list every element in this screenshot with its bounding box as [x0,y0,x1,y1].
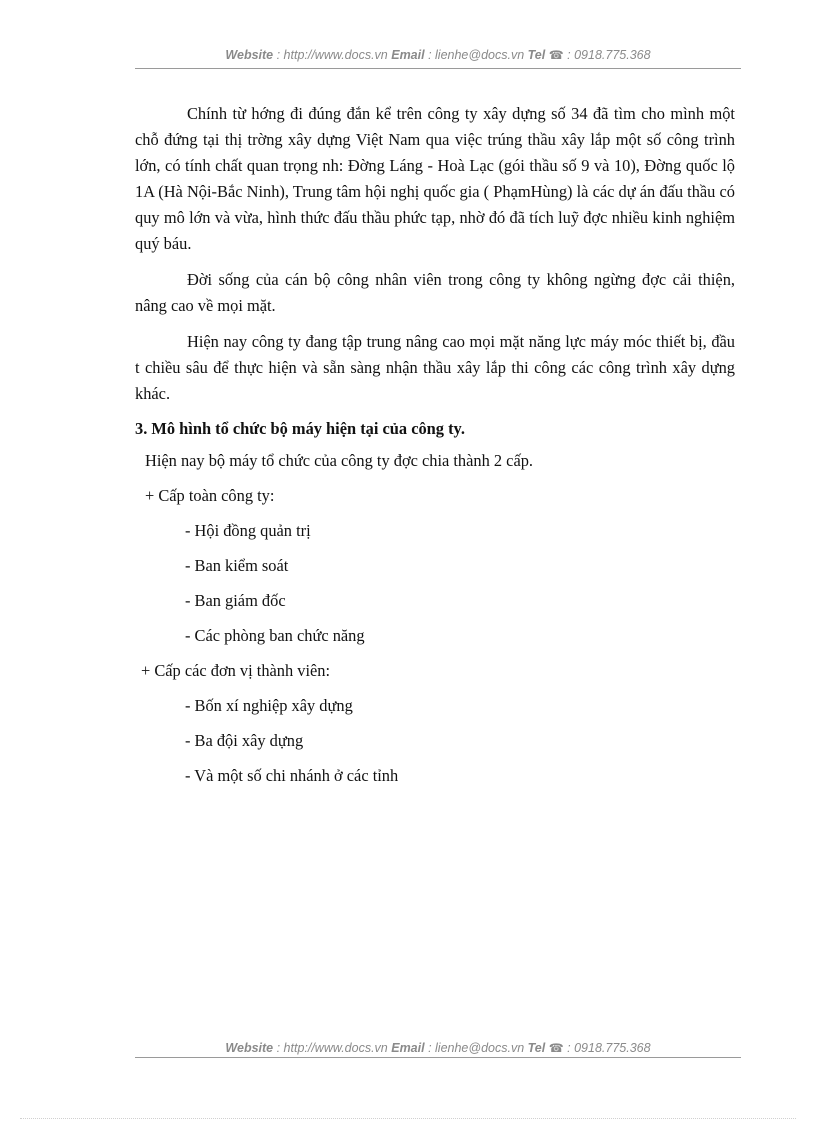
paragraph-3: Hiện nay công ty đang tập trung nâng cao mọi mặt năng lực máy móc thiết bị, đầu t chiều sâu để thực hiện và sẵn sàng nhận thầu xây lắp thi công các công trình xây dựng khác. [135,332,735,403]
header-website-value: : http://www.docs.vn [273,48,392,62]
header-rule [135,68,741,69]
footer-tel-label: Tel [527,1041,546,1055]
paragraph-1: Chính từ hớng đi đúng đắn kể trên công ty xây dựng số 34 đã tìm cho mình một chỗ đứng tại thị trờng xây dựng Việt Nam qua việc trúng thầu xây lắp một số công trình lớn, có tính chất quan trọng nh: Đờng Láng - Hoà Lạc (gói thầu số 9 và 10), Đờng quốc lộ 1A (Hà Nội-Bắc Ninh), Trung tâm hội nghị quốc gia ( PhạmHùng) là các dự án đấu thầu có quy mô lớn và vừa, hình thức đấu thầu phức tạp, nhờ đó đã tích luỹ đợc nhiều kinh nghiệm quý báu. [135,104,735,253]
page-header [135,48,741,62]
list-item: - Các phòng ban chức năng [185,626,365,645]
header-email-value: : lienhe@docs.vn [424,48,528,62]
level2-title: + Cấp các đơn vị thành viên: [141,661,331,680]
phone-icon: ☎ [548,48,564,62]
list-item: - Hội đồng quản trị [185,521,311,540]
footer-tel-value: : 0918.775.368 [563,1041,651,1055]
page-footer [135,1041,741,1055]
header-website-label: Website [225,48,274,62]
footer-email-value: : lienhe@docs.vn [424,1041,528,1055]
header-tel-label: Tel [527,48,546,62]
page-edge-divider [20,1118,796,1119]
list-item: - Và một số chi nhánh ở các tỉnh [185,766,399,785]
phone-icon: ☎ [548,1041,564,1055]
section-heading: 3. Mô hình tổ chức bộ máy hiện tại của công ty. [135,419,465,438]
list-item: - Bốn xí nghiệp xây dựng [185,696,353,715]
footer-website-label: Website [225,1041,274,1055]
footer-rule [135,1057,741,1058]
list-item: - Ba đội xây dựng [185,731,304,750]
list-item: - Ban kiểm soát [185,556,289,575]
paragraph-2: Đời sống của cán bộ công nhân viên trong công ty không ngừng đợc cải thiện, nâng cao về mọi mặt. [135,270,735,315]
document-body [135,101,735,799]
header-email-label: Email [391,48,425,62]
list-item: - Ban giám đốc [185,591,286,610]
footer-website-value: : http://www.docs.vn [273,1041,392,1055]
footer-email-label: Email [391,1041,425,1055]
header-tel-value: : 0918.775.368 [563,48,651,62]
level1-title: + Cấp toàn công ty: [145,486,275,505]
intro-line: Hiện nay bộ máy tổ chức của công ty đợc chia thành 2 cấp. [145,451,534,470]
